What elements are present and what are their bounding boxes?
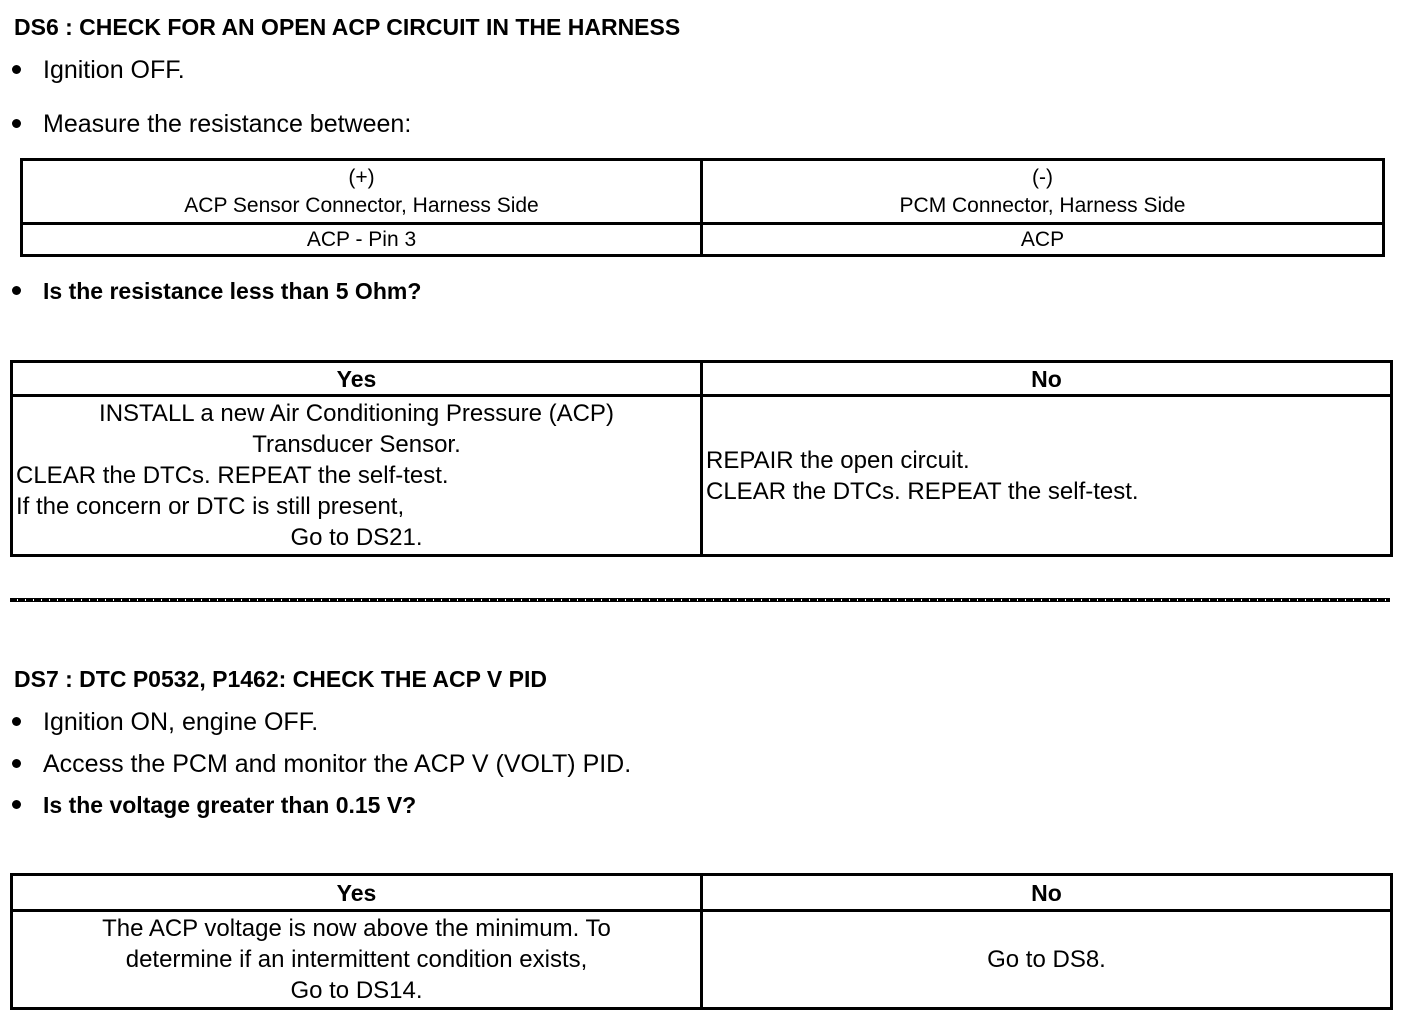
no-line: REPAIR the open circuit. <box>706 446 970 474</box>
ds6-measure-table <box>20 158 1385 257</box>
ds6-result-table <box>10 360 1393 557</box>
no-line: CLEAR the DTCs. REPEAT the self-test. <box>706 477 1139 505</box>
yes-line: Transducer Sensor. <box>252 431 461 458</box>
ds7-title: DS7 : DTC P0532, P1462: CHECK THE ACP V PID <box>14 666 547 692</box>
plus-value: ACP - Pin 3 <box>22 224 702 256</box>
yes-line: determine if an intermittent condition exists, <box>125 946 588 973</box>
yes-cell <box>12 396 702 556</box>
question-text: Is the voltage greater than 0.15 V? <box>43 792 417 818</box>
yes-line: Go to DS21. <box>290 524 423 551</box>
plus-header-label: ACP Sensor Connector, Harness Side <box>184 193 539 217</box>
minus-value: ACP <box>702 224 1384 256</box>
ds7-question <box>12 792 416 819</box>
bullet-icon <box>12 286 21 295</box>
ds7-step-1 <box>12 708 318 737</box>
yes-header: Yes <box>12 875 702 911</box>
ds7-result-table <box>10 873 1393 1010</box>
bullet-icon <box>12 65 21 74</box>
no-cell: Go to DS8. <box>702 911 1392 1009</box>
bullet-icon <box>12 759 21 768</box>
plus-sign: (+) <box>348 165 375 189</box>
step-text: Ignition OFF. <box>43 56 185 84</box>
step-text: Access the PCM and monitor the ACP V (VOLT) PID. <box>43 750 632 778</box>
yes-line: Go to DS14. <box>290 977 423 1004</box>
bullet-icon <box>12 800 21 809</box>
no-cell <box>702 396 1392 556</box>
minus-header <box>702 160 1384 224</box>
question-text: Is the resistance less than 5 Ohm? <box>43 278 422 304</box>
yes-line: CLEAR the DTCs. REPEAT the self-test. <box>16 462 449 489</box>
yes-cell <box>12 911 702 1009</box>
yes-line: If the concern or DTC is still present, <box>16 493 405 520</box>
minus-header-label: PCM Connector, Harness Side <box>899 193 1186 217</box>
yes-line: The ACP voltage is now above the minimum. To <box>102 915 611 942</box>
ds6-title: DS6 : CHECK FOR AN OPEN ACP CIRCUIT IN THE HARNESS <box>14 14 681 40</box>
section-divider <box>10 598 1390 602</box>
bullet-icon <box>12 119 21 128</box>
plus-header <box>22 160 702 224</box>
ds6-question <box>12 278 421 305</box>
minus-sign: (-) <box>1032 165 1053 189</box>
ds6-step-2 <box>12 110 411 139</box>
step-text: Ignition ON, engine OFF. <box>43 708 319 736</box>
ds6-step-1 <box>12 56 185 85</box>
yes-line: INSTALL a new Air Conditioning Pressure (ACP) <box>99 400 614 427</box>
no-header: No <box>702 875 1392 911</box>
step-text: Measure the resistance between: <box>43 110 412 138</box>
ds7-step-2 <box>12 750 631 779</box>
yes-header: Yes <box>12 362 702 396</box>
bullet-icon <box>12 717 21 726</box>
no-header: No <box>702 362 1392 396</box>
